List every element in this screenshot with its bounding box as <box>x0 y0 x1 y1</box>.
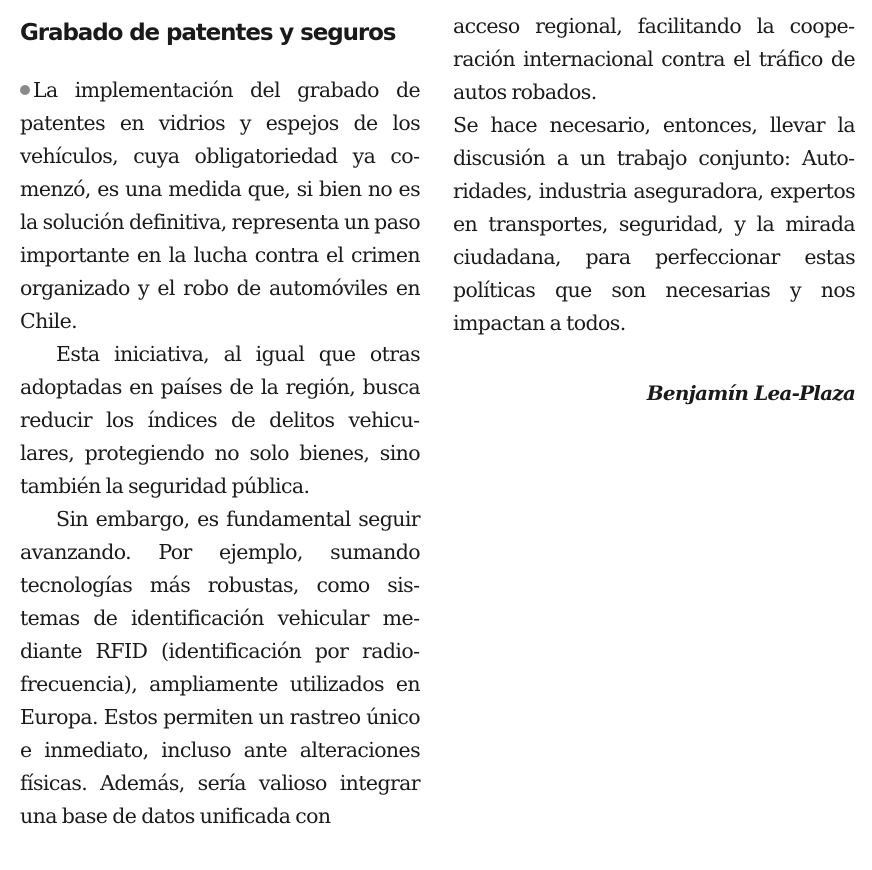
bullet-icon <box>20 85 30 95</box>
paragraph-1 <box>20 74 420 338</box>
article-headline: Grabado de patentes y seguros <box>20 20 396 46</box>
paragraph-5: Se hace necesario, entonces, llevar la discusión a un trabajo conjunto: Autoridades, industria aseguradora, expertos en transportes, seguridad, y la mirada ciudadana, para perfeccionar estas políticas que son necesarias y nos impactan a todos. <box>453 113 855 335</box>
author-signature: Benjamín Lea-Plaza <box>646 381 855 405</box>
left-column-text <box>20 74 420 833</box>
paragraph-1-text: La implementación del grabado de patentes en vidrios y espejos de los vehículos, cuya obligatoriedad ya comenzó, es una medida que, si bien no es la solución definitiva, representa un paso importante en la lucha contra el crimen organizado y el robo de automóviles en Chile. <box>20 78 420 333</box>
paragraph-3: Sin embargo, es fundamental seguir avanzando. Por ejemplo, sumando tecnologías más robustas, como sistemas de identificación vehicular mediante RFID (identificación por radiofrecuencia), ampliamente utilizados en Europa. Estos permiten un rastreo único e inmediato, incluso ante alteraciones físicas. Además, sería valioso integrar una base de datos unificada con <box>20 507 420 828</box>
paragraph-2: Esta iniciativa, al igual que otras adoptadas en países de la región, busca reducir los índices de delitos vehiculares, protegiendo no solo bienes, sino también la seguridad pública. <box>20 342 420 498</box>
right-column <box>453 0 855 410</box>
paragraph-4: acceso regional, facilitando la cooperación internacional contra el tráfico de autos robados. <box>453 14 855 104</box>
right-column-text <box>453 10 855 340</box>
left-column <box>20 0 420 833</box>
